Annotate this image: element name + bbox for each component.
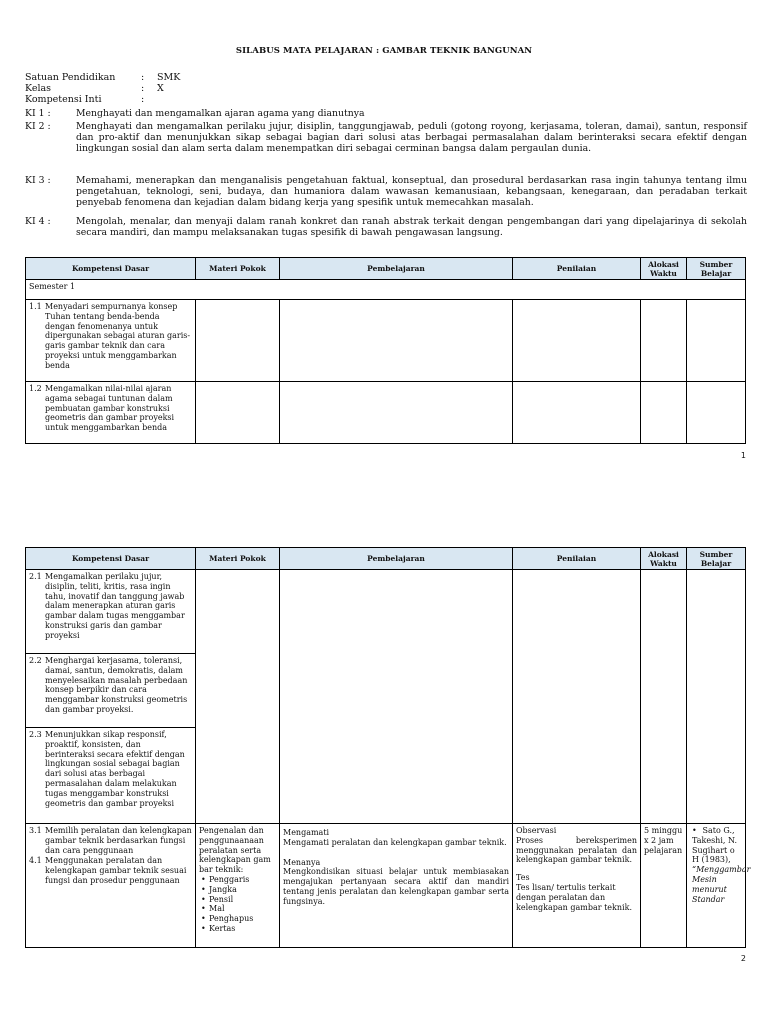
kd-cell: 2.1 Mengamalkan perilaku jujur, disiplin, teliti, kritis, rasa ingin tahu, inovatif dan tanggung jawab dalam menerapkan aturan garis gambar dalam tugas menggambar konstruksi garis dan gambar proyeksi xyxy=(26,570,196,654)
kd-cell: 1.1 Menyadari sempurnanya konsep Tuhan tentang benda-benda dengan fenomenanya untuk dipergunakan sebagai aturan garis-garis gambar teknik dan cara proyeksi untuk menggambarkan benda xyxy=(26,300,196,382)
kd-cell: 3.1 Memilih peralatan dan kelengkapan gambar teknik berdasarkan fungsi dan cara penggunaan 4.1 Menggunakan peralatan dan kelengkapan gambar teknik sesuai fungsi dan prosedur penggunaan xyxy=(26,824,196,948)
ki-3: KI 3 : Memahami, menerapkan dan menganalisis pengetahuan faktual, konseptual, dan prosedural berdasarkan rasa ingin tahunya tentang ilmu pengetahuan, teknologi, seni, budaya, dan humaniora dalam wawasan kemanusiaan, kebangsaan, kenegaraan, dan peradaban terkait penyebab fenomena dan kejadian dalam bidang kerja yang spesifik untuk memecahkan masalah. xyxy=(25,175,747,209)
header-alokasi: Alokasi Waktu xyxy=(641,548,687,570)
table-row xyxy=(26,570,746,654)
table-row xyxy=(26,382,746,444)
header-penilaian: Penilaian xyxy=(513,258,641,280)
materi-cell: Pengenalan dan penggunaanaan peralatan serta kelengkapan gam bar teknik: • Penggaris • Jangka • Pensil • Mal • Penghapus • Kertas xyxy=(196,824,280,948)
list-item: • Penggaris xyxy=(201,875,276,885)
ki-4: KI 4 : Mengolah, menalar, dan menyaji dalam ranah konkret dan ranah abstrak terkait dengan pengembangan dari yang dipelajarinya di sekolah secara mandiri, dan mampu melaksanakan tugas spesifik di bawah pengawasan langsung. xyxy=(25,216,747,239)
header-kd: Kompetensi Dasar xyxy=(26,548,196,570)
header-sumber: Sumber Belajar xyxy=(687,258,746,280)
page-number-1: 1 xyxy=(740,451,746,460)
info-row-ki: Kompetensi Inti : xyxy=(25,94,145,105)
syllabus-table-page1 xyxy=(25,257,746,444)
page-number-2: 2 xyxy=(740,954,746,963)
syllabus-table-page2 xyxy=(25,547,751,948)
header-alokasi: Alokasi Waktu xyxy=(641,258,687,280)
header-penilaian: Penilaian xyxy=(513,548,641,570)
sumber-cell xyxy=(687,824,751,948)
semester-row xyxy=(26,280,746,300)
header-pembelajaran: Pembelajaran xyxy=(280,258,513,280)
table-row xyxy=(26,824,746,948)
header-materi: Materi Pokok xyxy=(196,258,280,280)
list-item: • Pensil xyxy=(201,895,276,905)
identity-block xyxy=(25,72,750,105)
list-item: • Jangka xyxy=(201,885,276,895)
info-row-kelas: Kelas : X xyxy=(25,83,164,94)
header-kd: Kompetensi Dasar xyxy=(26,258,196,280)
kd-cell: 2.3 Menunjukkan sikap responsif, proaktif, konsisten, dan berinteraksi secara efektif dengan lingkungan sosial sebagai bagian dari solusi atas berbagai permasalahan dalam melakukan tugas menggambar konstruksi geometris dan gambar proyeksi xyxy=(26,728,196,824)
list-item: • Penghapus xyxy=(201,914,276,924)
info-row-satuan: Satuan Pendidikan : SMK xyxy=(25,72,181,83)
kd-cell: 2.2 Menghargai kerjasama, toleransi, damai, santun, demokratis, dalam menyelesaikan masalah perbedaan konsep berpikir dan cara menggambar konstruksi geometris dan gambar proyeksi. xyxy=(26,654,196,728)
alokasi-cell: 5 minggu x 2 jam pelajaran xyxy=(641,824,687,948)
ki-1: KI 1 : Menghayati dan mengamalkan ajaran agama yang dianutnya xyxy=(25,108,365,119)
table-row xyxy=(26,300,746,382)
ki-2: KI 2 : Menghayati dan mengamalkan perilaku jujur, disiplin, tanggungjawab, peduli (gotong royong, kerjasama, toleran, damai), santun, responsif dan pro-aktif dan menunjukkan sikap sebagai bagian dari solusi atas berbagai permasalahan dalam berinteraksi secara efektif dengan lingkungan sosial dan alam serta dalam menempatkan diri sebagai cerminan bangsa dalam pergaulan dunia. xyxy=(25,121,747,155)
pembelajaran-cell: Mengamati Mengamati peralatan dan kelengkapan gambar teknik. Menanya Mengkondisikan situasi belajar untuk membiasakan mengajukan pertanyaan secara aktif dan mandiri tentang jenis peralatan dan kelengkapan gambar serta fungsinya. xyxy=(280,824,513,948)
semester-label: Semester 1 xyxy=(26,280,746,300)
header-materi: Materi Pokok xyxy=(196,548,280,570)
list-item: • Kertas xyxy=(201,924,276,934)
document-title: SILABUS MATA PELAJARAN : GAMBAR TEKNIK BANGUNAN xyxy=(235,46,533,56)
penilaian-cell: Observasi Proses bereksperimen menggunakan peralatan dan kelengkapan gambar teknik. Tes Tes lisan/ tertulis terkait dengan peralatan dan kelengkapan gambar teknik. xyxy=(513,824,641,948)
kd-cell: 1.2 Mengamalkan nilai-nilai ajaran agama sebagai tuntunan dalam pembuatan gambar konstruksi geometris dan gambar proyeksi untuk menggambarkan benda xyxy=(26,382,196,444)
header-pembelajaran: Pembelajaran xyxy=(280,548,513,570)
table-header-row xyxy=(26,258,746,280)
list-item: • Sato G., Takeshi, N. Sugihart o H (1983), “Menggambar Mesin menurut Standar xyxy=(692,826,742,904)
table-header-row xyxy=(26,548,746,570)
materi-list xyxy=(199,875,276,934)
list-item: • Mal xyxy=(201,904,276,914)
header-sumber: Sumber Belajar xyxy=(687,548,746,570)
